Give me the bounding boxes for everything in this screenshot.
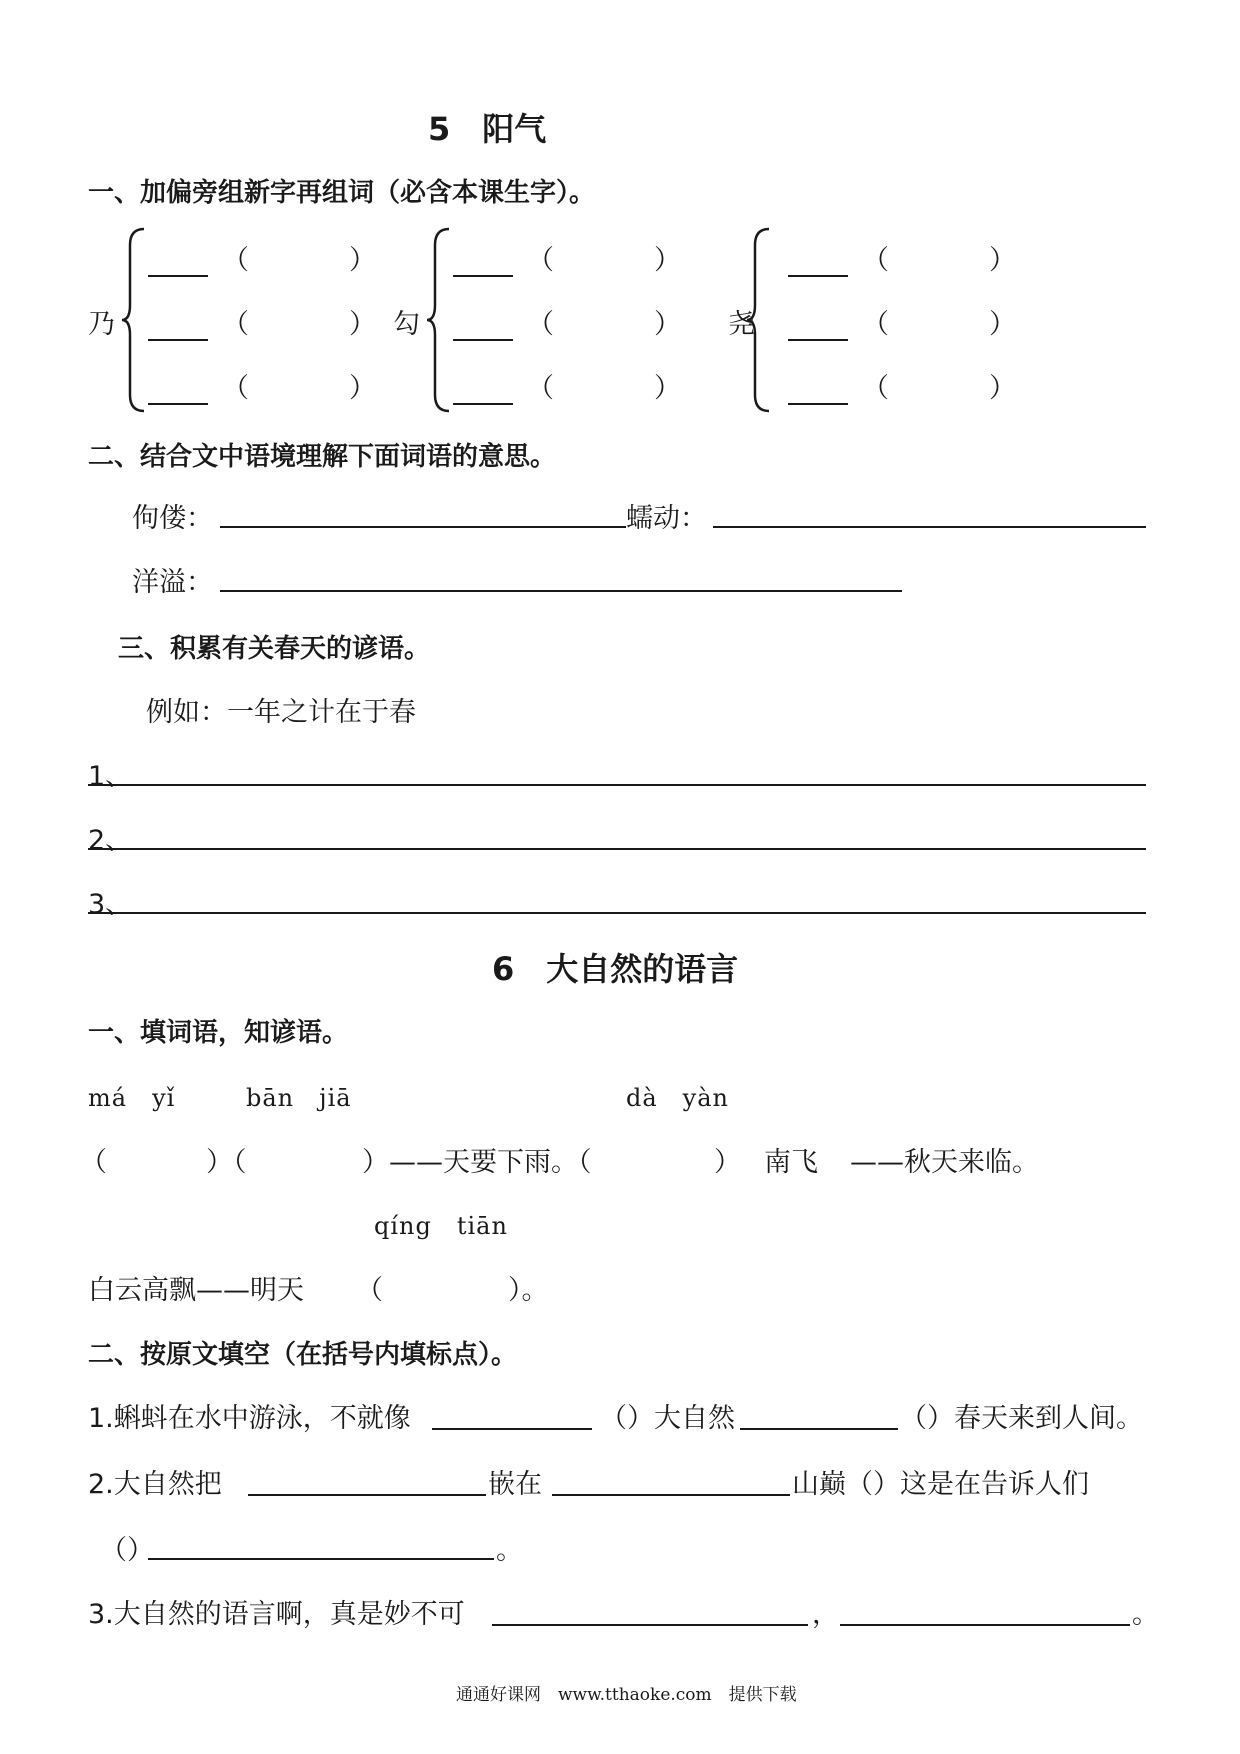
group1-row2: （ ） xyxy=(148,302,376,341)
sentence1-a: 1.蝌蚪在水中游泳，不就像 xyxy=(88,1403,411,1434)
group1-blank2[interactable] xyxy=(148,313,208,341)
fill-paren-3-close: ） xyxy=(714,1147,741,1178)
group1-blank3[interactable] xyxy=(148,377,208,405)
sentence2-blank2[interactable] xyxy=(552,1494,790,1496)
group2-blank3[interactable] xyxy=(453,377,513,405)
proverb-line-2[interactable] xyxy=(88,848,1146,850)
word-rudong-label: 蠕动： xyxy=(626,503,707,534)
lesson6-title: 6 大自然的语言 xyxy=(492,950,739,988)
word-yangyi-label: 洋溢： xyxy=(132,567,213,598)
proverb-example: 例如：一年之计在于春 xyxy=(146,697,416,728)
word-goulou-line[interactable] xyxy=(220,526,626,528)
fill-text-rain: ）——天要下雨。（ xyxy=(362,1147,592,1178)
sentence3-c: 。 xyxy=(1132,1599,1159,1630)
sentence3-b: ， xyxy=(812,1599,839,1630)
word-goulou-label: 佝偻： xyxy=(132,503,213,534)
pinyin-qingtian: qíng tiān xyxy=(374,1212,508,1240)
fill-text-nanfei: 南飞 xyxy=(764,1147,818,1178)
fill-text-clouds: 白云高飘——明天 xyxy=(88,1275,304,1306)
group2-char: 勾 xyxy=(393,309,420,340)
group3-row1: （ ） xyxy=(788,238,1016,277)
group3-char: 尧 xyxy=(728,309,755,340)
fill-paren-1-close: ）（ xyxy=(206,1147,247,1178)
sentence2-blank3[interactable] xyxy=(148,1558,494,1560)
group1-blank1[interactable] xyxy=(148,249,208,277)
pinyin-banjia: bān jiā xyxy=(246,1084,352,1112)
group1-brace xyxy=(120,225,146,415)
proverb-item-2: 2、 xyxy=(88,825,133,856)
group2-brace xyxy=(425,225,451,415)
fill-paren-4-open: （ xyxy=(356,1275,383,1306)
group3-blank1[interactable] xyxy=(788,249,848,277)
group1-char: 乃 xyxy=(88,309,115,340)
lesson5-q1: 一、加偏旁组新字再组词（必含本课生字）。 xyxy=(88,178,596,208)
sentence1-blank1[interactable] xyxy=(432,1428,592,1430)
proverb-line-3[interactable] xyxy=(88,912,1146,914)
group2-blank1[interactable] xyxy=(453,249,513,277)
group2-blank2[interactable] xyxy=(453,313,513,341)
proverb-item-1: 1、 xyxy=(88,761,133,792)
group3-blank3[interactable] xyxy=(788,377,848,405)
proverb-item-3: 3、 xyxy=(88,889,133,920)
sentence3-a: 3.大自然的语言啊，真是妙不可 xyxy=(88,1599,465,1630)
sentence1-b: （）大自然 xyxy=(600,1403,735,1434)
sentence2-e: 。 xyxy=(496,1535,523,1566)
pinyin-mayi: má yǐ xyxy=(88,1084,176,1112)
proverb-line-1[interactable] xyxy=(88,784,1146,786)
sentence2-blank1[interactable] xyxy=(248,1494,486,1496)
group3-row3: （ ） xyxy=(788,366,1016,405)
group1-row1: （ ） xyxy=(148,238,376,277)
sentence2-b: 嵌在 xyxy=(488,1469,542,1500)
group1-row3: （ ） xyxy=(148,366,376,405)
lesson6-q1: 一、填词语，知谚语。 xyxy=(88,1018,349,1048)
lesson5-q2: 二、结合文中语境理解下面词语的意思。 xyxy=(88,442,557,472)
group3-brace xyxy=(745,225,771,415)
sentence2-c: 山巅（）这是在告诉人们 xyxy=(792,1469,1089,1500)
group2-row2: （ ） xyxy=(453,302,681,341)
word-rudong-line[interactable] xyxy=(713,526,1146,528)
sentence2-a: 2.大自然把 xyxy=(88,1469,222,1500)
fill-paren-1-open: （ xyxy=(80,1147,107,1178)
sentence2-d: （） xyxy=(100,1535,154,1566)
group2-row3: （ ） xyxy=(453,366,681,405)
lesson5-title: 5 阳气 xyxy=(428,110,547,148)
sentence3-blank1[interactable] xyxy=(492,1624,808,1626)
sentence1-c: （）春天来到人间。 xyxy=(900,1403,1143,1434)
lesson5-q3: 三、积累有关春天的谚语。 xyxy=(118,634,431,664)
group3-row2: （ ） xyxy=(788,302,1016,341)
lesson6-q2: 二、按原文填空（在括号内填标点）。 xyxy=(88,1340,518,1370)
fill-text-autumn: ——秋天来临。 xyxy=(850,1147,1039,1178)
pinyin-dayan: dà yàn xyxy=(626,1084,729,1112)
group3-blank2[interactable] xyxy=(788,313,848,341)
fill-paren-4-close: ）。 xyxy=(508,1275,549,1306)
footer-credit: 通通好课网 www.tthaoke.com 提供下载 xyxy=(456,1685,797,1705)
sentence3-blank2[interactable] xyxy=(840,1624,1130,1626)
word-yangyi-line[interactable] xyxy=(220,590,902,592)
group2-row1: （ ） xyxy=(453,238,681,277)
sentence1-blank2[interactable] xyxy=(740,1428,898,1430)
